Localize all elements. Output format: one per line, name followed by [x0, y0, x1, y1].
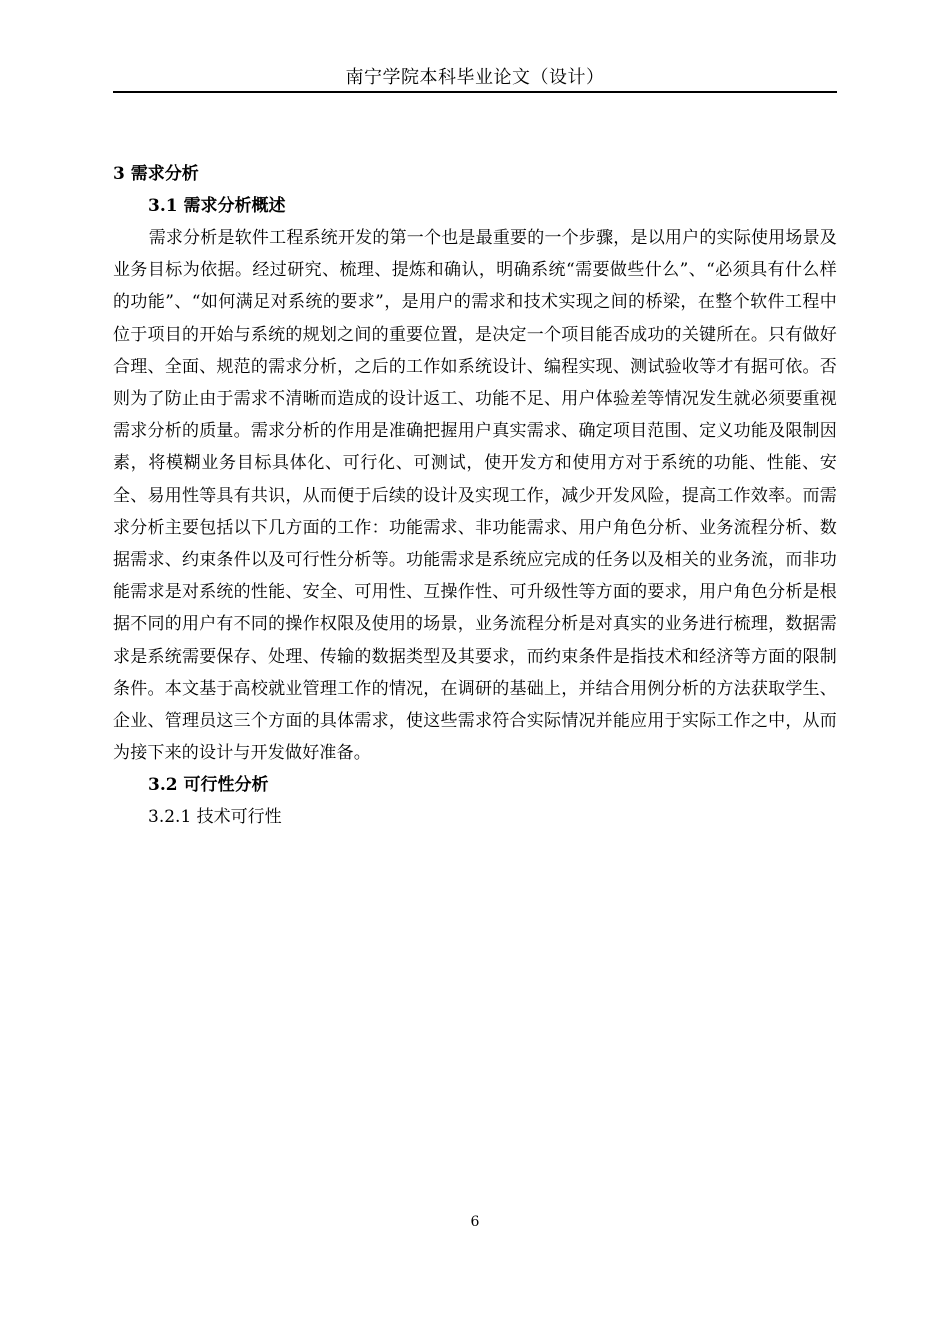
chapter-heading: 3 需求分析: [113, 164, 199, 184]
page-content: [113, 158, 837, 833]
section-heading-3-2: 3.2 可行性分析: [148, 775, 269, 796]
subsection-heading-3-2-1: 3.2.1 技术可行性: [148, 807, 282, 828]
section-heading-3-1: 3.1 需求分析概述: [148, 196, 286, 216]
running-header: 南宁学院本科毕业论文（设计）: [345, 67, 605, 88]
header-divider: [113, 91, 837, 93]
page-number: 6: [470, 1214, 480, 1230]
section-body-paragraph: 需求分析是软件工程系统开发的第一个也是最重要的一个步骤，是以用户的实际使用场景及业务目标为依据。经过研究、梳理、提炼和确认，明确系统“需要做些什么”、“必须具有什么样的功能”、“如何满足对系统的要求”，是用户的需求和技术实现之间的桥梁，在整个软件工程中位于项目的开始与系统的规划之间的重要位置，是决定一个项目能否成功的关键所在。只有做好合理、全面、规范的需求分析，之后的工作如系统设计、编程实现、测试验收等才有据可依。否则为了防止由于需求不清晰而造成的设计返工、功能不足、用户体验差等情况发生就必须要重视需求分析的质量。需求分析的作用是准确把握用户真实需求、确定项目范围、定义功能及限制因素，将模糊业务目标具体化、可行化、可测试，使开发方和使用方对于系统的功能、性能、安全、易用性等具有共识，从而便于后续的设计及实现工作，减少开发风险，提高工作效率。而需求分析主要包括以下几方面的工作：功能需求、非功能需求、用户角色分析、业务流程分析、数据需求、约束条件以及可行性分析等。功能需求是系统应完成的任务以及相关的业务流，而非功能需求是对系统的性能、安全、可用性、互操作性、可升级性等方面的要求，用户角色分析是根据不同的用户有不同的操作权限及使用的场景，业务流程分析是对真实的业务进行梳理，数据需求是系统需要保存、处理、传输的数据类型及其要求，而约束条件是指技术和经济等方面的限制条件。本文基于高校就业管理工作的情况，在调研的基础上，并结合用例分析的方法获取学生、企业、管理员这三个方面的具体需求，使这些需求符合实际情况并能应用于实际工作之中，从而为接下来的设计与开发做好准备。: [113, 228, 837, 764]
